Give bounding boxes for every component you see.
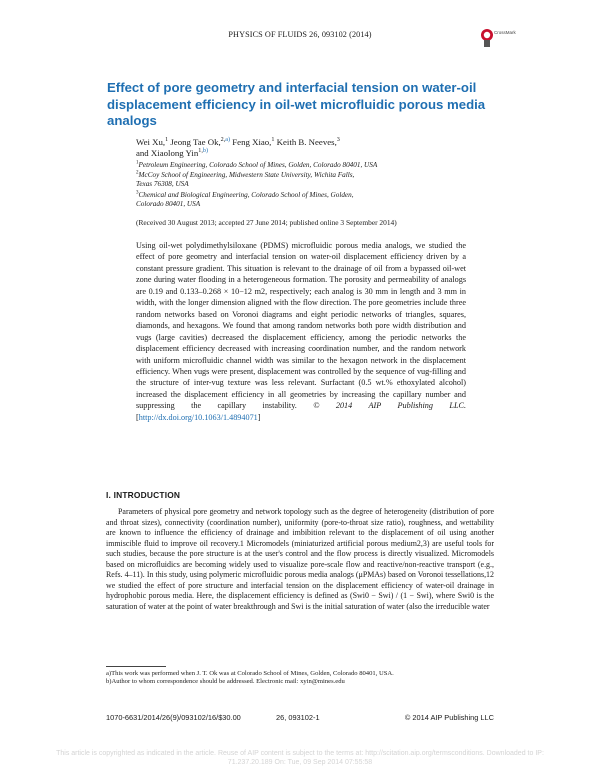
footnote-b: b)Author to whom correspondence should be addressed. Electronic mail: xyin@mines.edu [106, 678, 345, 686]
footer-page-number: 26, 093102-1 [276, 713, 320, 722]
footer-copyright: © 2014 AIP Publishing LLC [404, 713, 494, 722]
crossmark-label: CrossMark [494, 30, 516, 35]
watermark-line-1: This article is copyrighted as indicated in the article. Reuse of AIP content is subject to the terms at: http://scitation.aip.org/termsconditions. Downloaded to IP: [56, 750, 544, 757]
doi-link[interactable]: [http://dx.doi.org/10.1063/1.4894071] [136, 412, 261, 422]
download-watermark [0, 750, 600, 767]
intro-paragraph [106, 507, 494, 612]
abstract [136, 240, 466, 423]
intro-text: Parameters of physical pore geometry and network topology such as the degree of heterogeneity (distribution of pore and throat sizes), connectivity (coordination number), uniformity (pore-to-throat size ratio), roughness, and wettability are known to influence the efficiency of drainage and imbibition relevant to the displacement of oil using another immiscible fluid to improve oil recovery.1 Micromodels (miniaturized artificial porous medium2,3) are useful tools for such studies, because the pore structure is at the user's control and the flow process is directly visualized. Micromodels based on microfluidics are becoming widely used to visualize pore-scale flow and reactive/non-reactive transport (e.g., Refs. 4–11). In this study, using polymeric microfluidic porous media analogs (μPMAs) based on Voronoi tessellations,12 we studied the effect of pore structure and interfacial tension on the displacement efficiency of water-oil drainage in hydrophobic porous media. Here, the displacement efficiency is defined as (Swi0 − Swi) / (1 − Swi), where Swi0 is the saturation of water at the point of water breakthrough and Swi is the initial saturation of water (also the irreducible water [106, 507, 494, 611]
crossmark-icon [480, 28, 494, 48]
section-heading: I. INTRODUCTION [106, 490, 181, 500]
author-list: Wei Xu,$^1$ Jeong Tae Ok,$^{2,a)}$ Feng Xiao,$^1$ Keith B. Neeves,$^3$ and Xiaolong Yin$^{1,b)}$ [136, 137, 340, 158]
footnote-divider [106, 666, 166, 667]
affiliation-1: $^1$Petroleum Engineering, Colorado School of Mines, Golden, Colorado 80401, USA [136, 160, 378, 169]
footer-issn: 1070-6631/2014/26(9)/093102/16/$30.00 [106, 713, 241, 722]
abstract-text: Using oil-wet polydimethylsiloxane (PDMS) microfluidic porous media analogs, we studied the effect of pore geometry and interfacial tension on water-oil displacement efficiency driven by a constant pressure gradient. This situation is relevant to the drainage of oil from a bypassed oil-wet zone during water flooding in a heterogeneous formation. The porosity and permeability of analogs are 0.19 and 0.133–0.268 × 10−12 m2, respectively; each analog is 30 mm in length and 3 mm in width, with the longer dimension aligned with the flow direction. The pore geometries include three random networks based on Voronoi diagrams and eight periodic networks of triangles, squares, diamonds, and hexagons. We found that among random networks both pore width distribution and vugs (large cavities) decreased the displacement efficiency, among the periodic networks the displacement efficiency decreased with increasing coordination number, and the random network with uniform microfluidic channel width was similar to the hexagon network in the displacement efficiency. When vugs were present, displacement was controlled by the sequence of vug-filling and the structure of inter-vug texture was less relevant. Surfactant (0.5 wt.% ethoxylated alcohol) increased the displacement efficiency in all geometries by increasing the capillary number and suppressing the capillary instability. [136, 241, 466, 411]
footnote-a: a)This work was performed when J. T. Ok was at Colorado School of Mines, Golden, Colorado 80401, USA. [106, 670, 394, 677]
received-dates: (Received 30 August 2013; accepted 27 June 2014; published online 3 September 2014) [136, 218, 397, 227]
affiliation-3: $^3$Chemical and Biological Engineering, Colorado School of Mines, Golden, Colorado 80401, USA [136, 190, 354, 209]
watermark-line-2: 71.237.20.189 On: Tue, 09 Sep 2014 07:55:58 [227, 758, 373, 766]
article-title: Effect of pore geometry and interfacial tension on water-oil displacement efficiency in oil-wet microfluidic porous media analogs [107, 80, 486, 128]
affiliation-2: $^2$McCoy School of Engineering, Midwestern State University, Wichita Falls, Texas 76308, USA [136, 170, 355, 189]
abstract-copyright: © 2014 AIP Publishing LLC. [313, 401, 467, 411]
crossmark-badge[interactable] [480, 28, 520, 52]
footnotes [106, 670, 494, 687]
journal-header: PHYSICS OF FLUIDS 26, 093102 (2014) [228, 30, 372, 39]
